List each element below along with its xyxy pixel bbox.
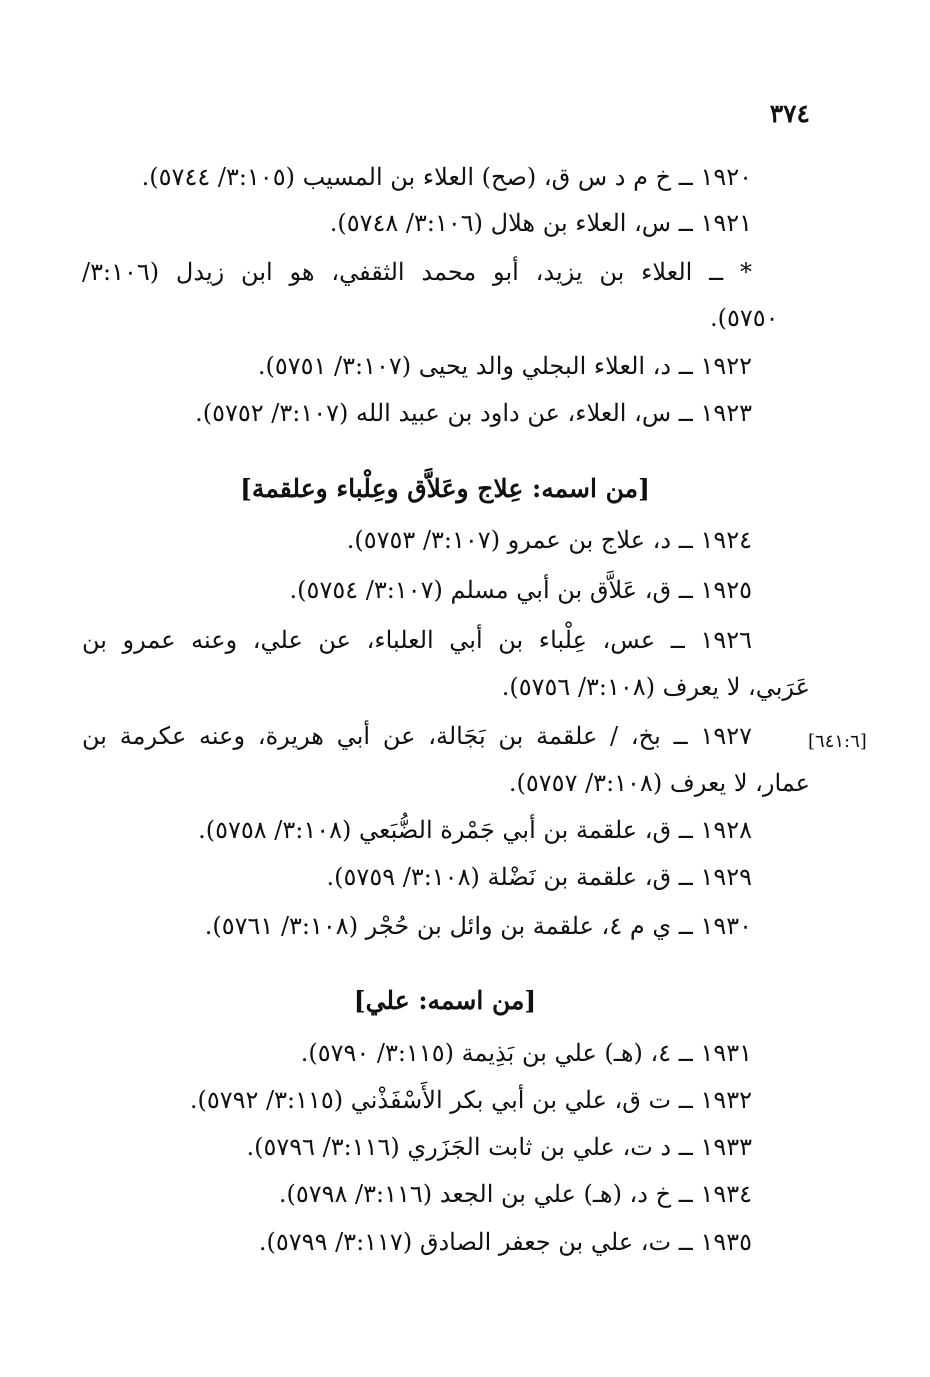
entry-1930: ١٩٣٠ ــ ي م ٤، علقمة بن وائل بن حُجْر (٣:١٠٨/ ٥٧٦١).: [204, 912, 752, 940]
cross-reference-line: * ــ العلاء بن يزيد، أبو محمد الثقفي، هو ابن زيدل (٣:١٠٦/: [82, 258, 752, 286]
entry-1920: ١٩٢٠ ــ خ م د س ق، (صح) العلاء بن المسيب (٣:١٠٥/ ٥٧٤٤).: [141, 163, 752, 191]
entry-1929: ١٩٢٩ ــ ق، علقمة بن نَضْلة (٣:١٠٨/ ٥٧٥٩).: [326, 863, 752, 891]
entry-1935: ١٩٣٥ ــ ت، علي بن جعفر الصادق (٣:١١٧/ ٥٧٩٩).: [258, 1228, 752, 1256]
entry-1927-continuation: عمار، لا يعرف (٣:١٠٨/ ٥٧٥٧).: [508, 769, 810, 797]
entry-1933: ١٩٣٣ ــ د ت، علي بن ثابت الجَزَري (٣:١١٦/ ٥٧٩٦).: [246, 1133, 752, 1161]
entry-1926: ١٩٢٦ ــ عس، عِلْباء بن أبي العلباء، عن علي، وعنه عمرو بن: [82, 626, 752, 654]
entry-1926-continuation: عَرَبي، لا يعرف (٣:١٠٨/ ٥٧٥٦).: [501, 673, 810, 701]
entry-1924: ١٩٢٤ ــ د، علاج بن عمرو (٣:١٠٧/ ٥٧٥٣).: [346, 526, 752, 554]
entry-1922: ١٩٢٢ ــ د، العلاء البجلي والد يحيى (٣:١٠٧/ ٥٧٥١).: [257, 352, 752, 380]
entry-1934: ١٩٣٤ ــ خ د، (هـ) علي بن الجعد (٣:١١٦/ ٥٧٩٨).: [278, 1180, 752, 1208]
entry-1931: ١٩٣١ ــ ٤، (هـ) علي بن بَذِيمة (٣:١١٥/ ٥٧٩٠).: [300, 1039, 752, 1067]
entry-1932: ١٩٣٢ ــ ت ق، علي بن أبي بكر الأَسْفَذْني (٣:١١٥/ ٥٧٩٢).: [189, 1086, 752, 1114]
entry-1927: ١٩٢٧ ــ بخ، / علقمة بن بَجَالة، عن أبي هريرة، وعنه عكرمة بن: [82, 722, 752, 750]
entry-1921: ١٩٢١ ــ س، العلاء بن هلال (٣:١٠٦/ ٥٧٤٨).: [329, 209, 752, 237]
section-heading-ilaj: [من اسمه: عِلاج وعَلاَّق وعِلْباء وعلقمة]: [240, 474, 650, 503]
entry-1928: ١٩٢٨ ــ ق، علقمة بن أبي جَمْرة الضُّبَعي (٣:١٠٨/ ٥٧٥٨).: [198, 816, 752, 844]
margin-reference: [٦٤١:٦]: [808, 731, 867, 752]
cross-reference-continuation: ٥٧٥٠).: [710, 304, 779, 332]
page-number: ٣٧٤: [769, 99, 810, 128]
entry-1923: ١٩٢٣ ــ س، العلاء، عن داود بن عبيد الله (٣:١٠٧/ ٥٧٥٢).: [195, 399, 752, 427]
section-heading-ali: [من اسمه: علي]: [353, 986, 537, 1015]
entry-1925: ١٩٢٥ ــ ق، عَلاَّق بن أبي مسلم (٣:١٠٧/ ٥٧٥٤).: [289, 576, 752, 604]
